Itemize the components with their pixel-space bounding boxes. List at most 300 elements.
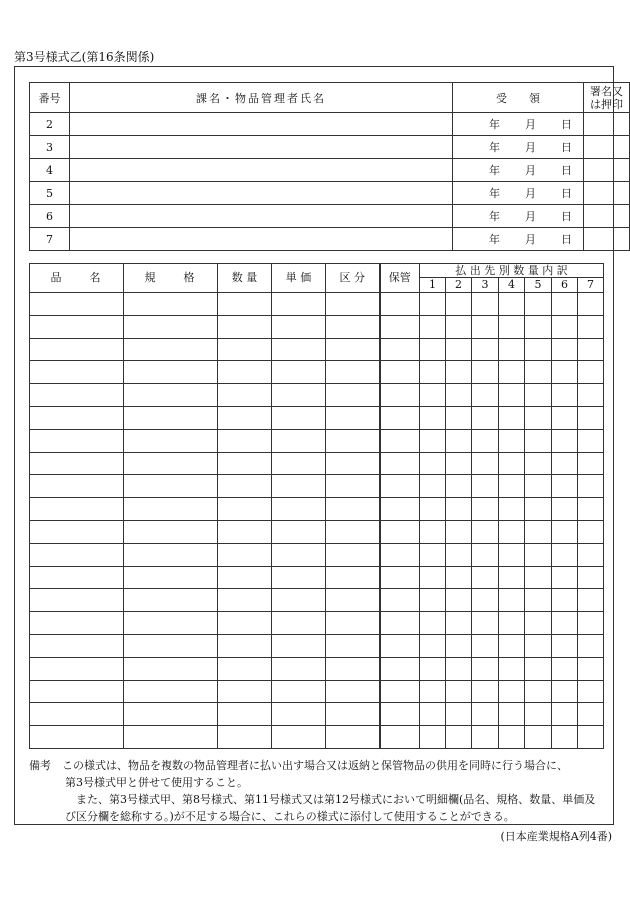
item-cell[interactable] xyxy=(30,338,124,361)
item-cell[interactable] xyxy=(578,520,604,543)
item-cell[interactable] xyxy=(472,634,499,657)
item-cell[interactable] xyxy=(552,680,578,703)
item-cell[interactable] xyxy=(380,429,420,452)
item-cell[interactable] xyxy=(525,452,552,475)
item-cell[interactable] xyxy=(552,703,578,726)
item-cell[interactable] xyxy=(218,657,272,680)
item-cell[interactable] xyxy=(380,589,420,612)
item-cell[interactable] xyxy=(272,543,326,566)
item-cell[interactable] xyxy=(472,384,499,407)
item-cell[interactable] xyxy=(326,680,380,703)
specification-header: 規 格 xyxy=(124,264,218,293)
item-cell[interactable] xyxy=(578,703,604,726)
item-cell[interactable] xyxy=(30,566,124,589)
item-cell[interactable] xyxy=(499,612,525,635)
item-cell[interactable] xyxy=(218,589,272,612)
signature-cell[interactable] xyxy=(584,136,630,159)
item-cell[interactable] xyxy=(380,657,420,680)
item-cell[interactable] xyxy=(499,429,525,452)
item-cell[interactable] xyxy=(218,566,272,589)
item-cell[interactable] xyxy=(420,406,446,429)
item-cell[interactable] xyxy=(218,680,272,703)
section-manager-cell[interactable] xyxy=(70,159,453,182)
item-cell[interactable] xyxy=(272,429,326,452)
row-number: 2 xyxy=(30,113,70,136)
item-cell[interactable] xyxy=(326,726,380,749)
receipt-header: 受 領 xyxy=(453,83,584,113)
item-cell[interactable] xyxy=(30,475,124,498)
item-cell[interactable] xyxy=(552,566,578,589)
item-cell[interactable] xyxy=(472,498,499,521)
breakdown-col-number: 3 xyxy=(472,278,499,293)
item-cell[interactable] xyxy=(326,406,380,429)
item-cell[interactable] xyxy=(420,475,446,498)
item-cell[interactable] xyxy=(525,589,552,612)
item-cell[interactable] xyxy=(499,680,525,703)
item-cell[interactable] xyxy=(525,612,552,635)
item-cell[interactable] xyxy=(30,680,124,703)
receipt-date-cell[interactable] xyxy=(453,136,584,159)
receipt-date-cell[interactable] xyxy=(453,205,584,228)
item-cell[interactable] xyxy=(218,634,272,657)
item-cell[interactable] xyxy=(472,406,499,429)
item-cell[interactable] xyxy=(124,406,218,429)
item-cell[interactable] xyxy=(326,589,380,612)
item-cell[interactable] xyxy=(420,315,446,338)
item-cell[interactable] xyxy=(326,703,380,726)
item-cell[interactable] xyxy=(124,589,218,612)
item-cell[interactable] xyxy=(552,384,578,407)
item-cell[interactable] xyxy=(380,315,420,338)
item-cell[interactable] xyxy=(446,361,472,384)
signature-cell[interactable] xyxy=(584,159,630,182)
item-cell[interactable] xyxy=(446,726,472,749)
item-cell[interactable] xyxy=(578,452,604,475)
item-cell[interactable] xyxy=(420,612,446,635)
item-cell[interactable] xyxy=(446,566,472,589)
item-cell[interactable] xyxy=(499,543,525,566)
item-cell[interactable] xyxy=(552,657,578,680)
item-cell[interactable] xyxy=(326,543,380,566)
item-cell[interactable] xyxy=(124,475,218,498)
item-cell[interactable] xyxy=(420,634,446,657)
item-cell[interactable] xyxy=(30,634,124,657)
item-cell[interactable] xyxy=(472,726,499,749)
item-cell[interactable] xyxy=(272,338,326,361)
item-cell[interactable] xyxy=(499,315,525,338)
item-row xyxy=(30,498,604,521)
item-cell[interactable] xyxy=(272,293,326,316)
item-cell[interactable] xyxy=(124,566,218,589)
item-cell[interactable] xyxy=(380,406,420,429)
section-manager-cell[interactable] xyxy=(70,136,453,159)
item-cell[interactable] xyxy=(326,634,380,657)
recipient-row xyxy=(30,228,630,251)
item-cell[interactable] xyxy=(499,293,525,316)
item-cell[interactable] xyxy=(420,657,446,680)
item-cell[interactable] xyxy=(552,543,578,566)
item-cell[interactable] xyxy=(124,726,218,749)
item-cell[interactable] xyxy=(30,543,124,566)
item-cell[interactable] xyxy=(552,452,578,475)
item-cell[interactable] xyxy=(472,475,499,498)
item-cell[interactable] xyxy=(472,315,499,338)
year-label: 年 xyxy=(489,141,500,154)
item-cell[interactable] xyxy=(446,338,472,361)
item-cell[interactable] xyxy=(326,566,380,589)
item-cell[interactable] xyxy=(472,612,499,635)
item-cell[interactable] xyxy=(272,634,326,657)
item-cell[interactable] xyxy=(30,361,124,384)
item-cell[interactable] xyxy=(272,475,326,498)
item-cell[interactable] xyxy=(552,726,578,749)
item-cell[interactable] xyxy=(472,589,499,612)
item-cell[interactable] xyxy=(380,452,420,475)
item-cell[interactable] xyxy=(499,338,525,361)
item-cell[interactable] xyxy=(30,293,124,316)
item-cell[interactable] xyxy=(552,361,578,384)
item-cell[interactable] xyxy=(525,361,552,384)
item-cell[interactable] xyxy=(380,384,420,407)
item-cell[interactable] xyxy=(499,657,525,680)
item-cell[interactable] xyxy=(380,361,420,384)
item-cell[interactable] xyxy=(380,703,420,726)
item-cell[interactable] xyxy=(380,338,420,361)
item-cell[interactable] xyxy=(30,452,124,475)
item-cell[interactable] xyxy=(578,566,604,589)
item-cell[interactable] xyxy=(30,429,124,452)
item-cell[interactable] xyxy=(420,293,446,316)
item-cell[interactable] xyxy=(218,406,272,429)
day-label: 日 xyxy=(561,233,572,246)
item-cell[interactable] xyxy=(578,657,604,680)
item-cell[interactable] xyxy=(124,384,218,407)
unit-price-header: 単 価 xyxy=(272,264,326,293)
item-cell[interactable] xyxy=(420,703,446,726)
item-cell[interactable] xyxy=(525,498,552,521)
item-cell[interactable] xyxy=(124,680,218,703)
item-cell[interactable] xyxy=(472,361,499,384)
item-cell[interactable] xyxy=(525,475,552,498)
item-cell[interactable] xyxy=(326,384,380,407)
item-cell[interactable] xyxy=(499,475,525,498)
item-cell[interactable] xyxy=(525,406,552,429)
item-cell[interactable] xyxy=(272,589,326,612)
item-cell[interactable] xyxy=(552,429,578,452)
item-cell[interactable] xyxy=(552,498,578,521)
item-cell[interactable] xyxy=(472,293,499,316)
item-cell[interactable] xyxy=(525,634,552,657)
item-cell[interactable] xyxy=(525,657,552,680)
item-cell[interactable] xyxy=(420,566,446,589)
item-cell[interactable] xyxy=(499,498,525,521)
item-cell[interactable] xyxy=(326,452,380,475)
signature-cell[interactable] xyxy=(584,228,630,251)
item-cell[interactable] xyxy=(552,612,578,635)
item-cell[interactable] xyxy=(30,726,124,749)
item-cell[interactable] xyxy=(326,315,380,338)
item-cell[interactable] xyxy=(124,612,218,635)
item-cell[interactable] xyxy=(380,520,420,543)
item-cell[interactable] xyxy=(578,498,604,521)
item-cell[interactable] xyxy=(272,657,326,680)
item-cell[interactable] xyxy=(446,680,472,703)
item-cell[interactable] xyxy=(30,498,124,521)
item-cell[interactable] xyxy=(420,429,446,452)
day-label: 日 xyxy=(561,164,572,177)
item-cell[interactable] xyxy=(578,634,604,657)
item-cell[interactable] xyxy=(30,384,124,407)
item-cell[interactable] xyxy=(499,634,525,657)
item-cell[interactable] xyxy=(272,361,326,384)
item-cell[interactable] xyxy=(272,680,326,703)
item-cell[interactable] xyxy=(446,293,472,316)
item-cell[interactable] xyxy=(380,293,420,316)
item-cell[interactable] xyxy=(272,566,326,589)
item-cell[interactable] xyxy=(326,293,380,316)
item-cell[interactable] xyxy=(552,475,578,498)
item-cell[interactable] xyxy=(525,338,552,361)
item-cell[interactable] xyxy=(525,293,552,316)
section-manager-cell[interactable] xyxy=(70,182,453,205)
signature-cell[interactable] xyxy=(584,182,630,205)
item-cell[interactable] xyxy=(420,452,446,475)
item-cell[interactable] xyxy=(552,293,578,316)
item-cell[interactable] xyxy=(472,566,499,589)
item-cell[interactable] xyxy=(218,475,272,498)
item-cell[interactable] xyxy=(552,589,578,612)
item-cell[interactable] xyxy=(525,429,552,452)
item-cell[interactable] xyxy=(272,703,326,726)
item-cell[interactable] xyxy=(326,657,380,680)
item-cell[interactable] xyxy=(578,612,604,635)
item-cell[interactable] xyxy=(420,726,446,749)
item-cell[interactable] xyxy=(30,406,124,429)
item-cell[interactable] xyxy=(578,680,604,703)
item-cell[interactable] xyxy=(124,634,218,657)
item-cell[interactable] xyxy=(420,361,446,384)
item-cell[interactable] xyxy=(218,612,272,635)
item-cell[interactable] xyxy=(446,703,472,726)
item-cell[interactable] xyxy=(218,726,272,749)
item-cell[interactable] xyxy=(578,315,604,338)
item-cell[interactable] xyxy=(420,680,446,703)
item-cell[interactable] xyxy=(420,543,446,566)
signature-header-line1: 署名又 xyxy=(590,84,623,98)
day-label: 日 xyxy=(561,187,572,200)
item-cell[interactable] xyxy=(272,612,326,635)
item-table-header xyxy=(30,264,604,278)
item-cell[interactable] xyxy=(446,657,472,680)
item-cell[interactable] xyxy=(124,498,218,521)
item-cell[interactable] xyxy=(218,452,272,475)
item-cell[interactable] xyxy=(499,589,525,612)
item-cell[interactable] xyxy=(499,726,525,749)
item-cell[interactable] xyxy=(446,384,472,407)
item-cell[interactable] xyxy=(218,429,272,452)
item-cell[interactable] xyxy=(446,634,472,657)
item-cell[interactable] xyxy=(218,293,272,316)
item-cell[interactable] xyxy=(499,361,525,384)
item-cell[interactable] xyxy=(446,429,472,452)
item-cell[interactable] xyxy=(380,475,420,498)
item-cell[interactable] xyxy=(380,566,420,589)
item-cell[interactable] xyxy=(578,361,604,384)
item-cell[interactable] xyxy=(472,543,499,566)
year-label: 年 xyxy=(489,233,500,246)
item-cell[interactable] xyxy=(272,498,326,521)
section-manager-cell[interactable] xyxy=(70,228,453,251)
item-cell[interactable] xyxy=(499,406,525,429)
item-cell[interactable] xyxy=(446,589,472,612)
receipt-date-cell[interactable] xyxy=(453,182,584,205)
item-cell[interactable] xyxy=(552,315,578,338)
item-cell[interactable] xyxy=(326,498,380,521)
item-cell[interactable] xyxy=(578,338,604,361)
remarks-line4: び区分欄を総称する。)が不足する場合に、これらの様式に添付して使用することができる。 xyxy=(65,810,515,823)
item-cell[interactable] xyxy=(272,452,326,475)
item-cell[interactable] xyxy=(380,543,420,566)
item-cell[interactable] xyxy=(30,315,124,338)
signature-cell[interactable] xyxy=(584,205,630,228)
item-cell[interactable] xyxy=(552,520,578,543)
item-cell[interactable] xyxy=(525,520,552,543)
item-cell[interactable] xyxy=(578,589,604,612)
item-cell[interactable] xyxy=(472,703,499,726)
item-cell[interactable] xyxy=(380,726,420,749)
item-cell[interactable] xyxy=(30,589,124,612)
receipt-date-cell[interactable] xyxy=(453,228,584,251)
item-row xyxy=(30,726,604,749)
item-cell[interactable] xyxy=(326,338,380,361)
item-cell[interactable] xyxy=(124,429,218,452)
item-cell[interactable] xyxy=(472,520,499,543)
item-cell[interactable] xyxy=(218,315,272,338)
item-cell[interactable] xyxy=(272,384,326,407)
item-cell[interactable] xyxy=(124,315,218,338)
item-cell[interactable] xyxy=(578,475,604,498)
item-cell[interactable] xyxy=(124,452,218,475)
item-cell[interactable] xyxy=(420,520,446,543)
section-manager-cell[interactable] xyxy=(70,113,453,136)
item-cell[interactable] xyxy=(420,498,446,521)
item-cell[interactable] xyxy=(552,406,578,429)
item-cell[interactable] xyxy=(380,612,420,635)
item-cell[interactable] xyxy=(578,406,604,429)
breakdown-col-number: 4 xyxy=(499,278,525,293)
item-cell[interactable] xyxy=(525,315,552,338)
item-cell[interactable] xyxy=(124,338,218,361)
item-row xyxy=(30,315,604,338)
item-cell[interactable] xyxy=(124,361,218,384)
item-cell[interactable] xyxy=(272,406,326,429)
item-cell[interactable] xyxy=(525,543,552,566)
item-cell[interactable] xyxy=(380,498,420,521)
item-cell[interactable] xyxy=(472,338,499,361)
item-cell[interactable] xyxy=(272,726,326,749)
item-cell[interactable] xyxy=(446,452,472,475)
item-cell[interactable] xyxy=(30,703,124,726)
item-cell[interactable] xyxy=(446,543,472,566)
item-cell[interactable] xyxy=(552,634,578,657)
item-cell[interactable] xyxy=(525,680,552,703)
item-cell[interactable] xyxy=(472,452,499,475)
item-cell[interactable] xyxy=(446,475,472,498)
item-cell[interactable] xyxy=(446,520,472,543)
item-cell[interactable] xyxy=(30,520,124,543)
item-cell[interactable] xyxy=(326,520,380,543)
item-cell[interactable] xyxy=(124,293,218,316)
row-number: 3 xyxy=(30,136,70,159)
receipt-date-cell[interactable] xyxy=(453,113,584,136)
item-cell[interactable] xyxy=(30,612,124,635)
item-cell[interactable] xyxy=(446,406,472,429)
item-cell[interactable] xyxy=(446,315,472,338)
item-cell[interactable] xyxy=(499,452,525,475)
item-cell[interactable] xyxy=(30,657,124,680)
item-cell[interactable] xyxy=(525,566,552,589)
item-cell[interactable] xyxy=(578,293,604,316)
item-cell[interactable] xyxy=(124,657,218,680)
item-cell[interactable] xyxy=(499,566,525,589)
item-cell[interactable] xyxy=(578,543,604,566)
signature-cell[interactable] xyxy=(584,113,630,136)
item-cell[interactable] xyxy=(578,429,604,452)
item-cell[interactable] xyxy=(499,520,525,543)
item-cell[interactable] xyxy=(420,384,446,407)
receipt-date-cell[interactable] xyxy=(453,159,584,182)
item-cell[interactable] xyxy=(525,703,552,726)
item-cell[interactable] xyxy=(525,384,552,407)
item-cell[interactable] xyxy=(326,475,380,498)
item-cell[interactable] xyxy=(472,657,499,680)
item-cell[interactable] xyxy=(326,612,380,635)
item-cell[interactable] xyxy=(218,361,272,384)
item-cell[interactable] xyxy=(218,543,272,566)
item-cell[interactable] xyxy=(420,338,446,361)
item-cell[interactable] xyxy=(446,612,472,635)
item-row xyxy=(30,680,604,703)
item-cell[interactable] xyxy=(218,384,272,407)
item-cell[interactable] xyxy=(380,680,420,703)
item-cell[interactable] xyxy=(578,384,604,407)
section-manager-cell[interactable] xyxy=(70,205,453,228)
item-cell[interactable] xyxy=(326,361,380,384)
item-cell[interactable] xyxy=(472,680,499,703)
item-cell[interactable] xyxy=(272,315,326,338)
item-cell[interactable] xyxy=(380,634,420,657)
item-cell[interactable] xyxy=(124,703,218,726)
item-cell[interactable] xyxy=(218,520,272,543)
item-cell[interactable] xyxy=(552,338,578,361)
item-cell[interactable] xyxy=(218,338,272,361)
recipient-row xyxy=(30,205,630,228)
item-cell[interactable] xyxy=(525,726,552,749)
item-cell[interactable] xyxy=(124,520,218,543)
item-cell[interactable] xyxy=(420,589,446,612)
item-cell[interactable] xyxy=(446,498,472,521)
item-cell[interactable] xyxy=(578,726,604,749)
row-number: 4 xyxy=(30,159,70,182)
item-cell[interactable] xyxy=(124,543,218,566)
item-cell[interactable] xyxy=(499,703,525,726)
item-cell[interactable] xyxy=(218,703,272,726)
item-cell[interactable] xyxy=(499,384,525,407)
item-cell[interactable] xyxy=(326,429,380,452)
item-cell[interactable] xyxy=(218,498,272,521)
item-cell[interactable] xyxy=(272,520,326,543)
item-cell[interactable] xyxy=(472,429,499,452)
